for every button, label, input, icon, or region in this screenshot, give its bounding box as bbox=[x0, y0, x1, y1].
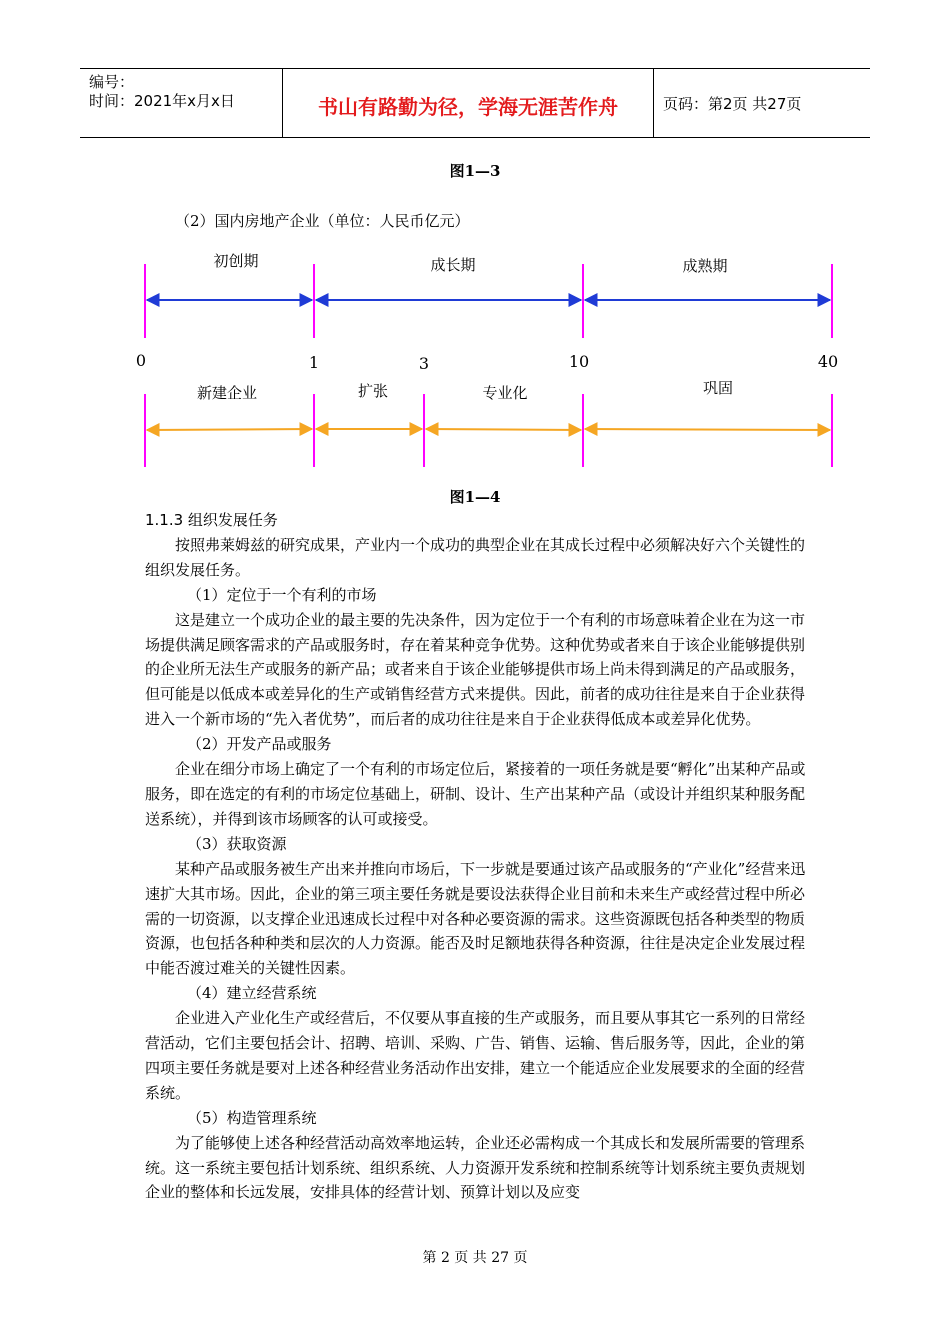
task-arrow-specialize bbox=[426, 429, 581, 430]
task-arrow-consolidate bbox=[585, 429, 830, 430]
item-heading: （3）获取资源 bbox=[187, 834, 287, 853]
header-motto: 书山有路勤为径，学海无涯苦作舟 bbox=[318, 95, 618, 119]
figure-1-4-caption: 图1—4 bbox=[449, 488, 501, 506]
stage-label-growth: 成长期 bbox=[430, 256, 476, 274]
header-motto-cell bbox=[283, 69, 654, 137]
tick-label-1: 1 bbox=[308, 353, 320, 372]
figure-1-4-subtitle: （2）国内房地产企业（单位：人民币亿元） bbox=[175, 212, 470, 230]
time-label: 时间：2021年x月x日 bbox=[89, 92, 235, 110]
stage-label-mature: 成熟期 bbox=[682, 257, 728, 275]
header-page-cell bbox=[654, 69, 870, 137]
item-paragraph: 企业进入产业化生产或经营后，不仅要从事直接的生产或服务，而且要从事其它一系列的日常经营活动，它们主要包括会计、招聘、培训、采购、广告、销售、运输、售后服务等，因此，企业的第四项主要任务就是要对上述各种经营业务活动作出安排，建立一个能适应企业发展要求的全面的经营系统。 bbox=[145, 1009, 806, 1102]
section-intro: 按照弗莱姆兹的研究成果，产业内一个成功的典型企业在其成长过程中必须解决好六个关键性的组织发展任务。 bbox=[145, 535, 806, 579]
task-label-expand: 扩张 bbox=[357, 382, 389, 400]
item-paragraph: 这是建立一个成功企业的最主要的先决条件，因为定位于一个有利的市场意味着企业在为这一市场提供满足顾客需求的产品或服务时，存在着某种竞争优势。这种优势或者来自于该企业能够提供别的企业所无法生产或服务的新产品；或者来自于该企业能够提供市场上尚未得到满足的产品或服务，但可能是以低成本或差异化的生产或销售经营方式来提供。因此，前者的成功往往是来自于企业获得进入一个新市场的“先入者优势”，而后者的成功往往是来自于企业获得低成本或差异化优势。 bbox=[145, 610, 806, 729]
item-paragraph: 企业在细分市场上确定了一个有利的市场定位后，紧接着的一项任务就是要“孵化”出某种产品或服务，即在选定的有利的市场定位基础上，研制、设计、生产出某种产品（或设计并组织某种服务配送系统），并得到该市场顾客的认可或接受。 bbox=[145, 760, 806, 828]
item-paragraph: 为了能够使上述各种经营活动高效率地运转，企业还必需构成一个其成长和发展所需要的管理系统。这一系统主要包括计划系统、组织系统、人力资源开发系统和控制系统等计划系统主要负责规划企业的整体和长远发展，安排具体的经营计划、预算计划以及应变 bbox=[145, 1133, 806, 1202]
figure-1-3-caption: 图1—3 bbox=[449, 162, 501, 180]
section-title: 1.1.3 组织发展任务 bbox=[145, 511, 278, 529]
header-page-info: 页码：第2页 共27页 bbox=[663, 95, 802, 113]
stage-label-startup: 初创期 bbox=[213, 252, 259, 270]
page-header bbox=[80, 68, 870, 138]
task-label-consolidate: 巩固 bbox=[702, 379, 734, 397]
item-heading: （1）定位于一个有利的市场 bbox=[187, 585, 377, 604]
task-arrow-new bbox=[147, 429, 312, 430]
body-text bbox=[145, 508, 809, 1205]
timeline-diagram bbox=[0, 240, 950, 480]
tick-label-0: 0 bbox=[135, 351, 147, 370]
item-heading: （4）建立经营系统 bbox=[187, 984, 317, 1003]
item-paragraph: 某种产品或服务被生产出来并推向市场后，下一步就是要通过该产品或服务的“产业化”经营来迅速扩大其市场。因此，企业的第三项主要任务就是要设法获得企业目前和未来生产或经营过程中所必需的一切资源，以支撑企业迅速成长过程中对各种必要资源的需求。这些资源既包括各种类型的物质资源，也包括各种种类和层次的人力资源。能否及时足额地获得各种资源，往往是决定企业发展过程中能否渡过难关的关键性因素。 bbox=[145, 859, 806, 978]
item-heading: （5）构造管理系统 bbox=[187, 1108, 317, 1127]
task-label-new: 新建企业 bbox=[196, 384, 258, 402]
item-heading: （2）开发产品或服务 bbox=[187, 735, 332, 754]
header-left-cell bbox=[80, 69, 283, 137]
serial-label: 编号： bbox=[89, 73, 135, 91]
tick-label-40: 40 bbox=[817, 352, 839, 371]
tick-label-10: 10 bbox=[568, 352, 590, 371]
page-footer: 第 2 页 共 27 页 bbox=[422, 1250, 528, 1266]
task-label-specialize: 专业化 bbox=[482, 384, 528, 402]
tick-label-3: 3 bbox=[418, 354, 430, 373]
